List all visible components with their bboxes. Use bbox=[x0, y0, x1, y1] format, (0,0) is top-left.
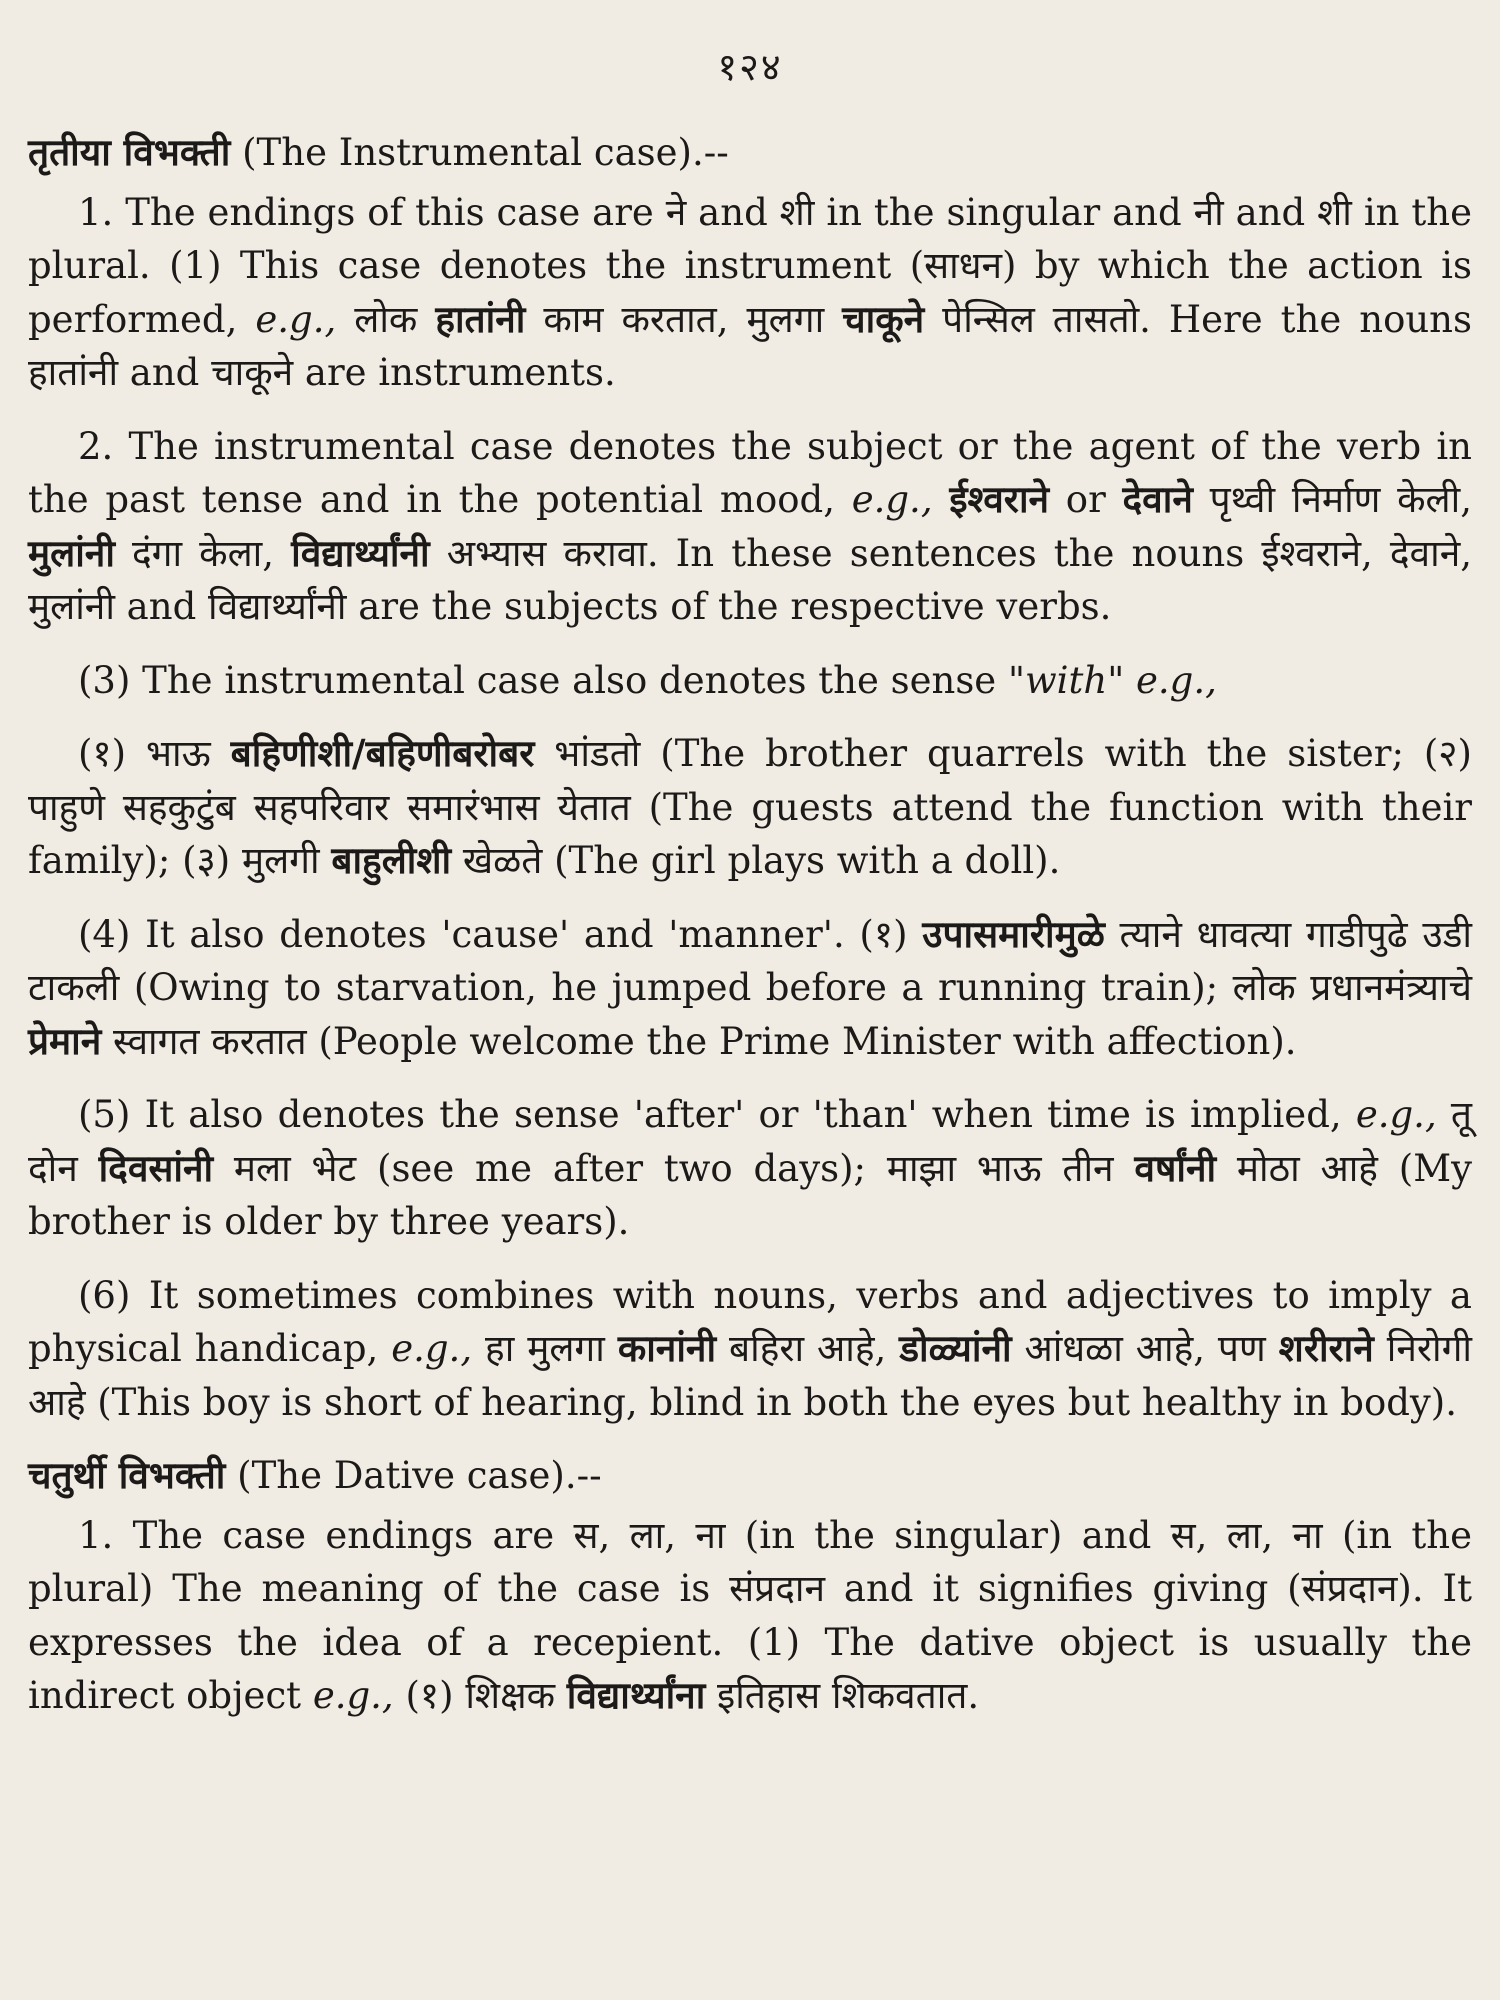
instrumental-heading bbox=[28, 126, 1472, 180]
page-body bbox=[28, 126, 1472, 1723]
instrumental-para-5: (5) It also denotes the sense 'after' or 'than' when time is implied, e.g., तू दोन दिवसांनी मला भेट (see me after two days); माझा भाऊ तीन वर्षांनी मोठा आहे (My brother is older by three years). bbox=[28, 1093, 1472, 1243]
instrumental-para-6: (6) It sometimes combines with nouns, verbs and adjectives to imply a physical handicap, e.g., हा मुलगा कानांनी बहिरा आहे, डोळ्यांनी आंधळा आहे, पण शरीराने निरोगी आहे (This boy is short of hearing, blind in both the eyes but healthy in body). bbox=[28, 1273, 1472, 1424]
instrumental-para-2: 2. The instrumental case denotes the subject or the agent of the verb in the past tense and in the potential mood, e.g., ईश्वराने or देवाने पृथ्वी निर्माण केली, मुलांनी दंगा केला, विद्यार्थ्यांनी अभ्यास करावा. In these sentences the nouns ईश्वराने, देवाने, मुलांनी and विद्यार्थ्यांनी are the subjects of the respective verbs. bbox=[28, 424, 1472, 628]
heading-marathi: तृतीया विभक्ती bbox=[28, 130, 231, 174]
heading-marathi: चतुर्थी विभक्ती bbox=[28, 1453, 226, 1497]
instrumental-para-4: (4) It also denotes 'cause' and 'manner'. (१) उपासमारीमुळे त्याने धावत्या गाडीपुढे उडी टाकली (Owing to starvation, he jumped before a running train); लोक प्रधानमंत्र्याचे प्रेमाने स्वागत करतात (People welcome the Prime Minister with affection). bbox=[28, 911, 1472, 1063]
page-number: १२४ bbox=[717, 45, 783, 89]
instrumental-examples-with: (१) भाऊ बहिणीशी/बहिणीबरोबर भांडतो (The brother quarrels with the sister; (२) पाहुणे सहकुटुंब सहपरिवार समारंभास येतात (The guests attend the function with their family); (३) मुलगी बाहुलीशी खेळते (The girl plays with a doll). bbox=[28, 731, 1472, 882]
dative-para-1: 1. The case endings are स, ला, ना (in the singular) and स, ला, ना (in the plural) The meaning of the case is संप्रदान and it signifies giving (संप्रदान). It expresses the idea of a recepient. (1) The dative object is usually the indirect object e.g., (१) शिक्षक विद्यार्थ्यांना इतिहास शिकवतात. bbox=[28, 1513, 1472, 1717]
instrumental-para-1: 1. The endings of this case are ने and शी in the singular and नी and शी in the plural. (1) This case denotes the instrument (साधन) by which the action is performed, e.g., लोक हातांनी काम करतात, मुलगा चाकूने पेन्सिल तासतो. Here the nouns हातांनी and चाकूने are instruments. bbox=[28, 190, 1472, 394]
heading-english: (The Instrumental case).-- bbox=[230, 131, 729, 174]
dative-heading bbox=[28, 1449, 1472, 1503]
instrumental-para-3: (3) The instrumental case also denotes the sense "with" e.g., bbox=[78, 658, 1217, 702]
heading-english: (The Dative case).-- bbox=[225, 1454, 602, 1497]
